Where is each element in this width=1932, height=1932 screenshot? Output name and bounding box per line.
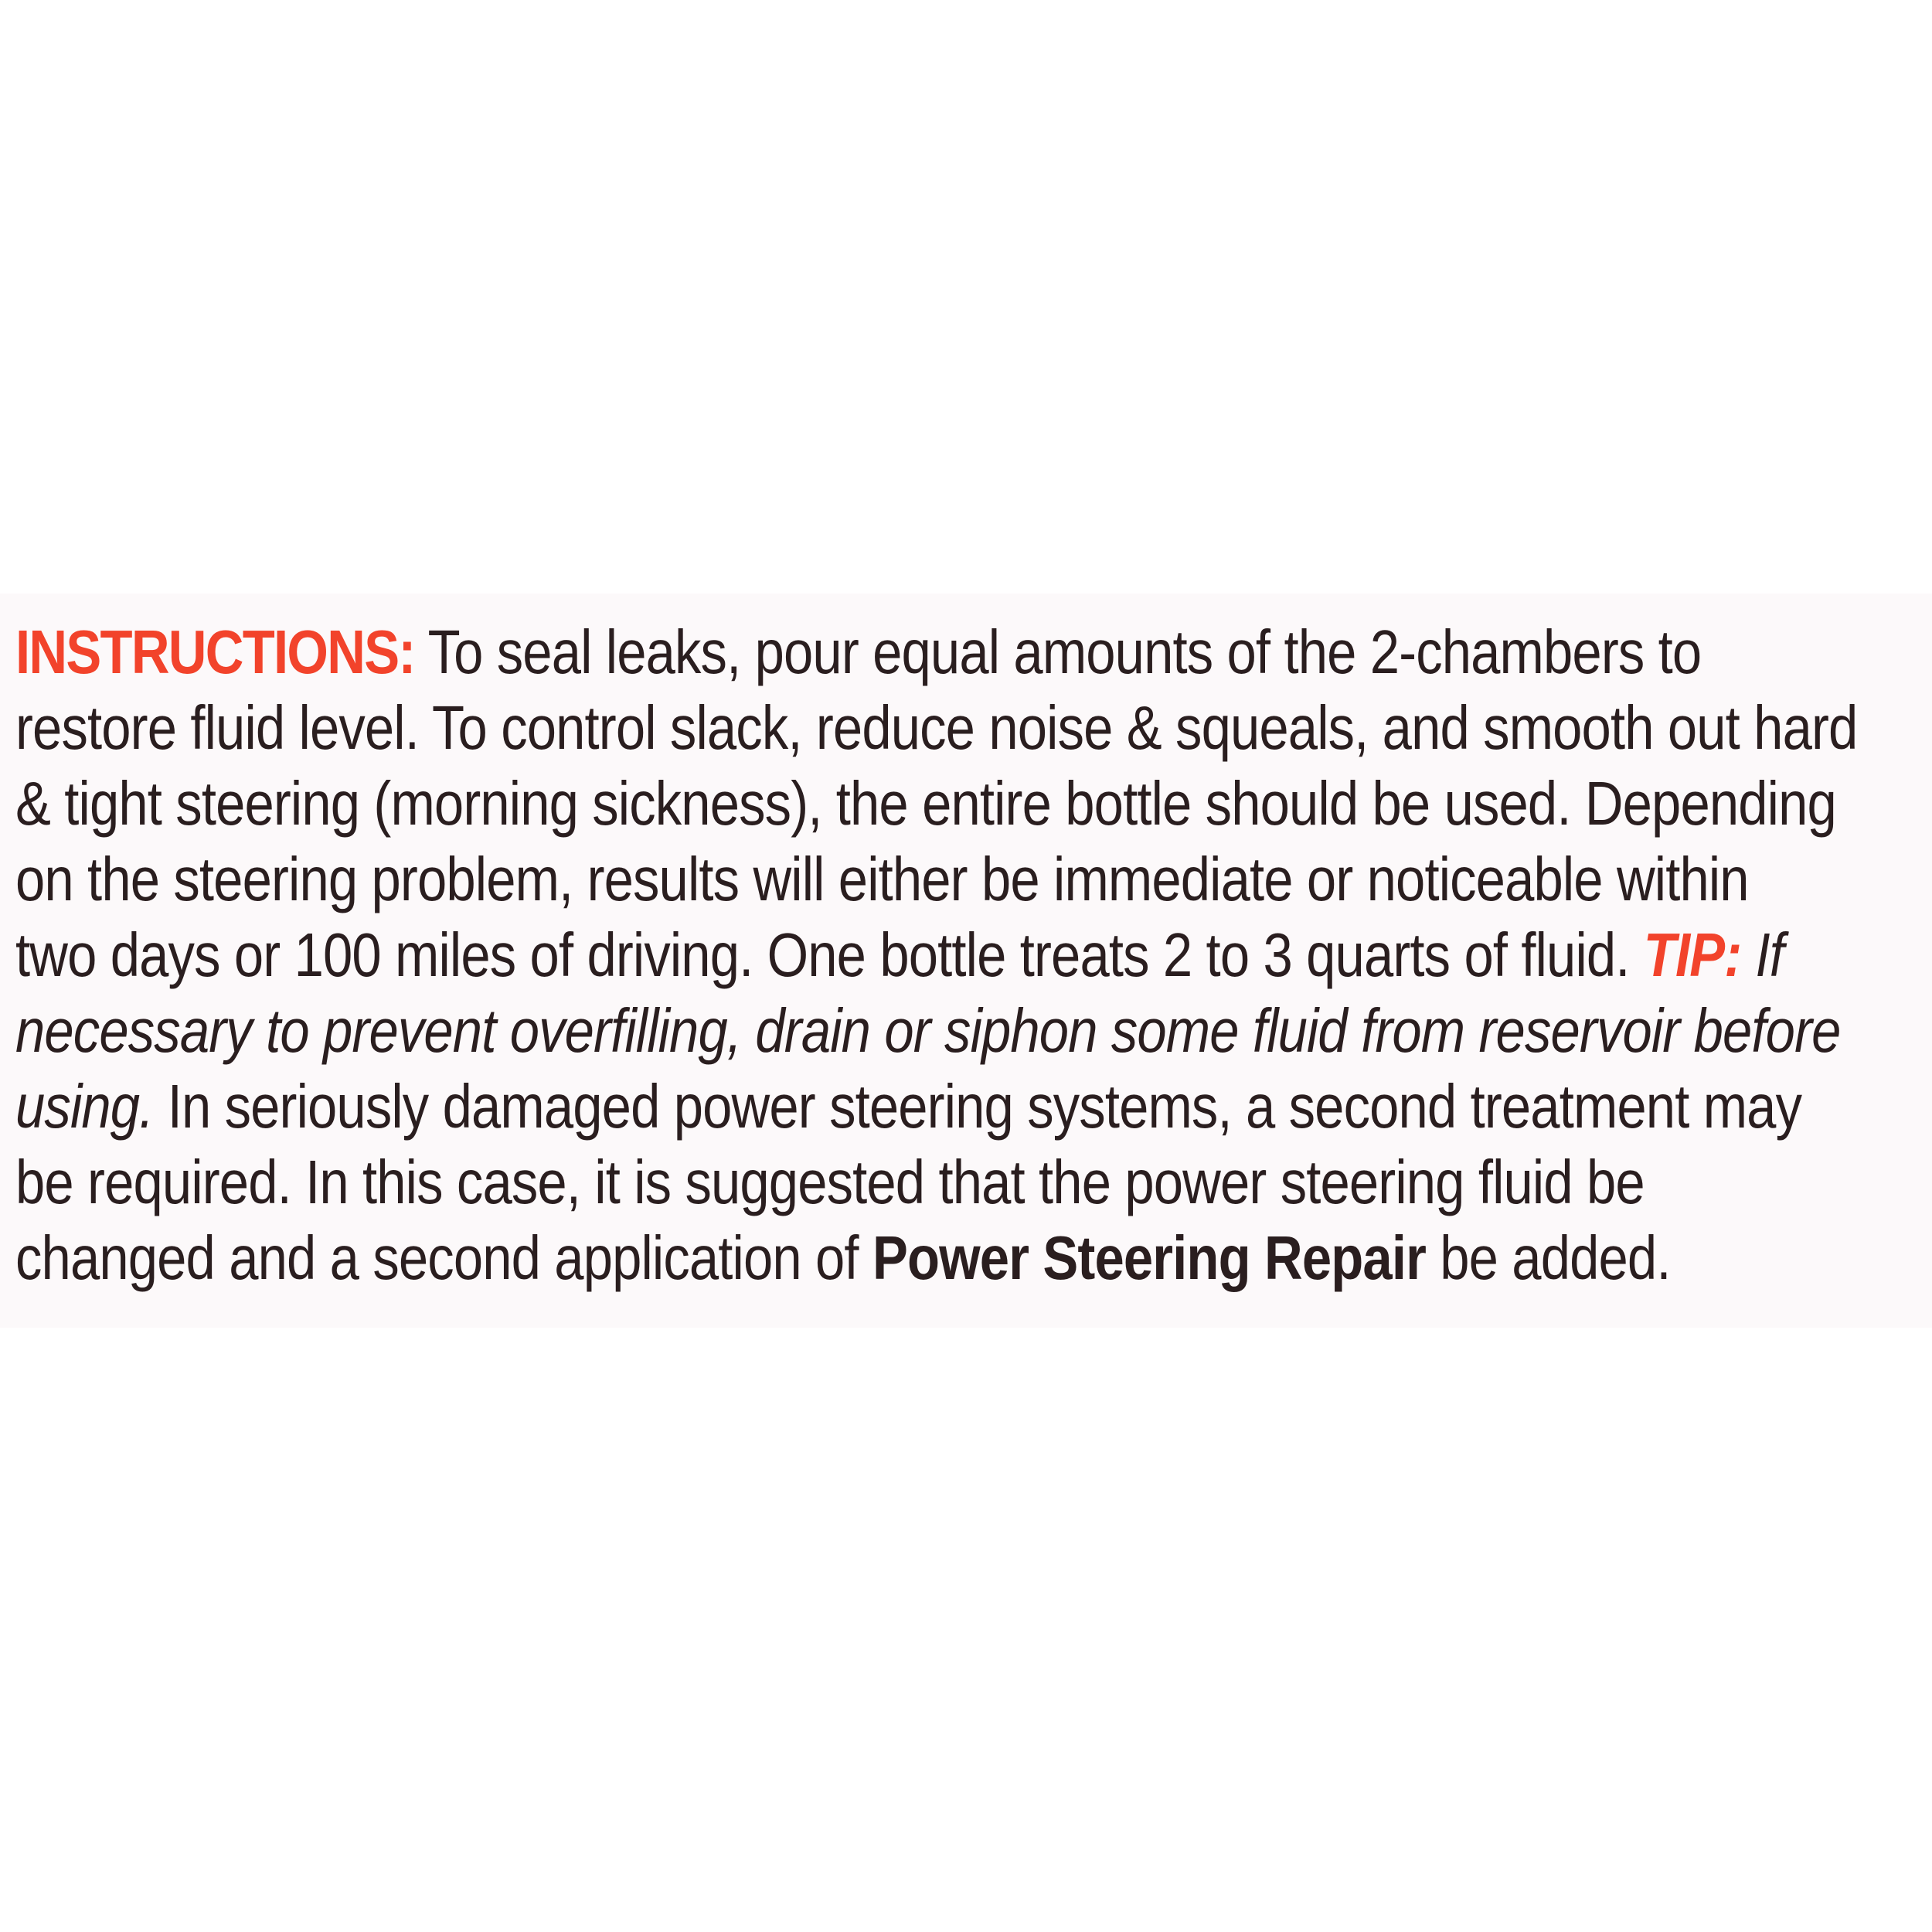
line-text: restore fluid level. To control slack, reduce noise & squeals, and smooth out hard bbox=[15, 693, 1858, 762]
tip-text: using. bbox=[15, 1072, 154, 1141]
line-text: In seriously damaged power steering systems, a second treatment may bbox=[167, 1072, 1802, 1141]
instructions-heading: INSTRUCTIONS: bbox=[15, 617, 415, 686]
line-text: on the steering problem, results will either be immediate or noticeable within bbox=[15, 845, 1749, 913]
tip-heading: TIP: bbox=[1643, 920, 1742, 989]
instructions-line-8 bbox=[15, 1145, 1923, 1220]
line-text: be required. In this case, it is suggested that the power steering fluid be bbox=[15, 1148, 1645, 1216]
instructions-line-2 bbox=[15, 690, 1923, 766]
line-text: & tight steering (morning sickness), the entire bottle should be used. Depending bbox=[15, 769, 1836, 838]
instructions-line-4 bbox=[15, 842, 1923, 917]
instructions-line-5 bbox=[15, 917, 1923, 993]
instructions-line-9 bbox=[15, 1220, 1923, 1296]
product-name: Power Steering Repair bbox=[872, 1223, 1426, 1292]
instructions-line-1 bbox=[15, 614, 1923, 690]
line-text: To seal leaks, pour equal amounts of the 2-chambers to bbox=[427, 617, 1702, 686]
tip-text: If bbox=[1755, 920, 1784, 989]
line-text: changed and a second application of bbox=[15, 1223, 859, 1292]
instructions-line-3 bbox=[15, 766, 1923, 842]
instructions-line-6 bbox=[15, 993, 1923, 1069]
instructions-text-block bbox=[15, 614, 1923, 1296]
line-text: be added. bbox=[1440, 1223, 1671, 1292]
instructions-line-7 bbox=[15, 1069, 1923, 1145]
tip-text: necessary to prevent overfilling, drain or siphon some fluid from reservoir before bbox=[15, 996, 1841, 1065]
line-text: two days or 100 miles of driving. One bottle treats 2 to 3 quarts of fluid. bbox=[15, 920, 1630, 989]
